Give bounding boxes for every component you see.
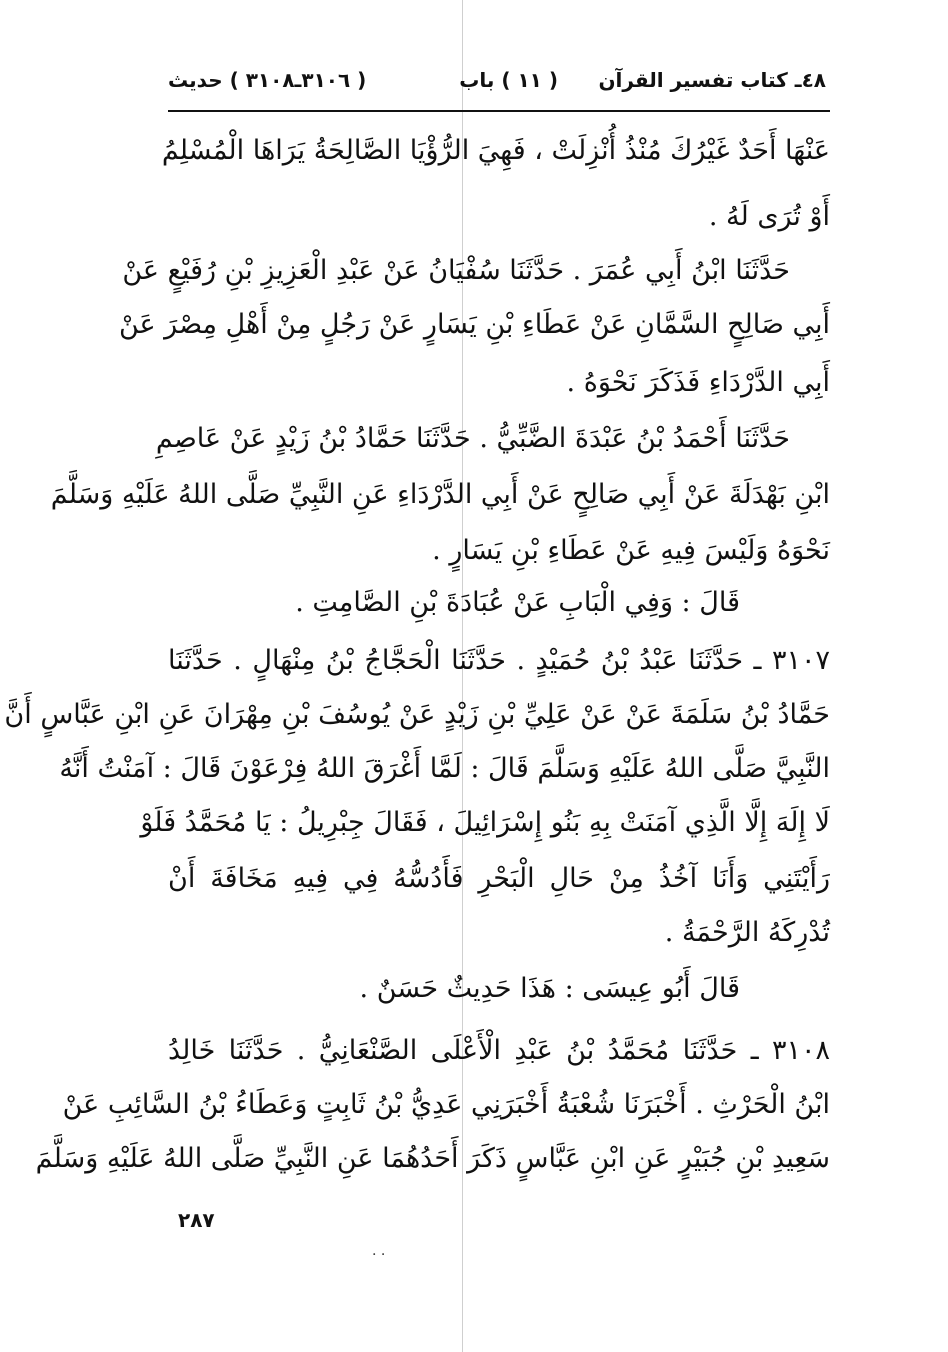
- text-line: قَالَ : وَفِي الْبَابِ عَنْ عُبَادَةَ بْنِ الصَّامِتِ .: [295, 587, 740, 618]
- text-line: عَنْهَا أَحَدٌ غَيْرُكَ مُنْذُ أُنْزِلَتْ ، فَهِيَ الرُّؤْيَا الصَّالِحَةُ يَرَاهَا الْمُسْلِمُ: [161, 135, 830, 166]
- header-rule: [168, 110, 830, 112]
- header-book-title: ٤٨ـ كتاب تفسير القرآن: [598, 68, 826, 92]
- hadith-3107-first-line: ٣١٠٧ ـ حَدَّثَنَا عَبْدُ بْنُ حُمَيْدٍ . حَدَّثَنَا الْحَجَّاجُ بْنُ مِنْهَالٍ . حَدَّثَنَا: [168, 645, 830, 676]
- header-chapter: ( ١١ ) باب: [459, 68, 558, 92]
- text-line: قَالَ أَبُو عِيسَى : هَذَا حَدِيثٌ حَسَنٌ .: [359, 973, 740, 1004]
- text-line: لَا إِلَهَ إِلَّا الَّذِي آمَنَتْ بِهِ بَنُو إِسْرَائِيلَ ، فَقَالَ جِبْرِيلُ : يَا مُحَمَّدُ فَلَوْ: [140, 807, 830, 838]
- text-line: أَوْ تُرَى لَهُ .: [708, 201, 830, 232]
- text-line: حَدَّثَنَا ابْنُ أَبِي عُمَرَ . حَدَّثَنَا سُفْيَانُ عَنْ عَبْدِ الْعَزِيزِ بْنِ رُفَيْعٍ عَنْ: [122, 255, 790, 286]
- text-line: حَدَّثَنَا أَحْمَدُ بْنُ عَبْدَةَ الضَّبِّيُّ . حَدَّثَنَا حَمَّادُ بْنُ زَيْدٍ عَنْ عَاصِمِ: [155, 423, 790, 454]
- stray-mark: . .: [372, 1243, 386, 1259]
- text-line: سَعِيدِ بْنِ جُبَيْرٍ عَنِ ابْنِ عَبَّاسٍ ذَكَرَ أَحَدُهُمَا عَنِ النَّبِيِّ صَلَّى اللهُ عَلَيْهِ وَسَلَّمَ: [35, 1143, 830, 1174]
- text-line: أَبِي صَالِحٍ السَّمَّانِ عَنْ عَطَاءِ بْنِ يَسَارٍ عَنْ رَجُلٍ مِنْ أَهْلِ مِصْرَ عَنْ: [118, 309, 830, 340]
- text-line: حَمَّادُ بْنُ سَلَمَةَ عَنْ عَنْ عَلِيِّ بْنِ زَيْدٍ عَنْ يُوسُفَ بْنِ مِهْرَانَ عَنِ ابْنِ عَبَّاسٍ أَنَّ: [4, 699, 830, 730]
- text-line: أَبِي الدَّرْدَاءِ فَذَكَرَ نَحْوَهُ .: [566, 367, 830, 398]
- text-line: ابْنِ بَهْدَلَةَ عَنْ أَبِي صَالِحٍ عَنْ أَبِي الدَّرْدَاءِ عَنِ النَّبِيِّ صَلَّى اللهُ عَلَيْهِ وَسَلَّمَ: [50, 479, 830, 510]
- running-header: [168, 58, 826, 102]
- page-number: ٢٨٧: [178, 1208, 215, 1232]
- text-line: النَّبِيَّ صَلَّى اللهُ عَلَيْهِ وَسَلَّمَ قَالَ : لَمَّا أَغْرَقَ اللهُ فِرْعَوْنَ قَالَ : آمَنْتُ أَنَّهُ: [59, 753, 830, 784]
- hadith-3108-first-line: ٣١٠٨ ـ حَدَّثَنَا مُحَمَّدُ بْنُ عَبْدِ الْأَعْلَى الصَّنْعَانِيُّ . حَدَّثَنَا خَالِدُ: [168, 1035, 830, 1066]
- header-hadith-range: ( ٣١٠٦ـ٣١٠٨ ) حديث: [168, 68, 367, 92]
- text-line: رَأَيْتَنِي وَأَنَا آخُذُ مِنْ حَالِ الْبَحْرِ فَأَدُسُّهُ فِي فِيهِ مَخَافَةَ أَنْ: [168, 863, 830, 894]
- text-line: ابْنُ الْحَرْثِ . أَخْبَرَنَا شُعْبَةُ أَخْبَرَنِي عَدِيُّ بْنُ ثَابِتٍ وَعَطَاءُ بْنُ السَّائِبِ عَنْ: [62, 1089, 830, 1120]
- text-line: تُدْرِكَهُ الرَّحْمَةُ .: [664, 917, 830, 948]
- text-line: نَحْوَهُ وَلَيْسَ فِيهِ عَنْ عَطَاءِ بْنِ يَسَارٍ .: [432, 535, 830, 566]
